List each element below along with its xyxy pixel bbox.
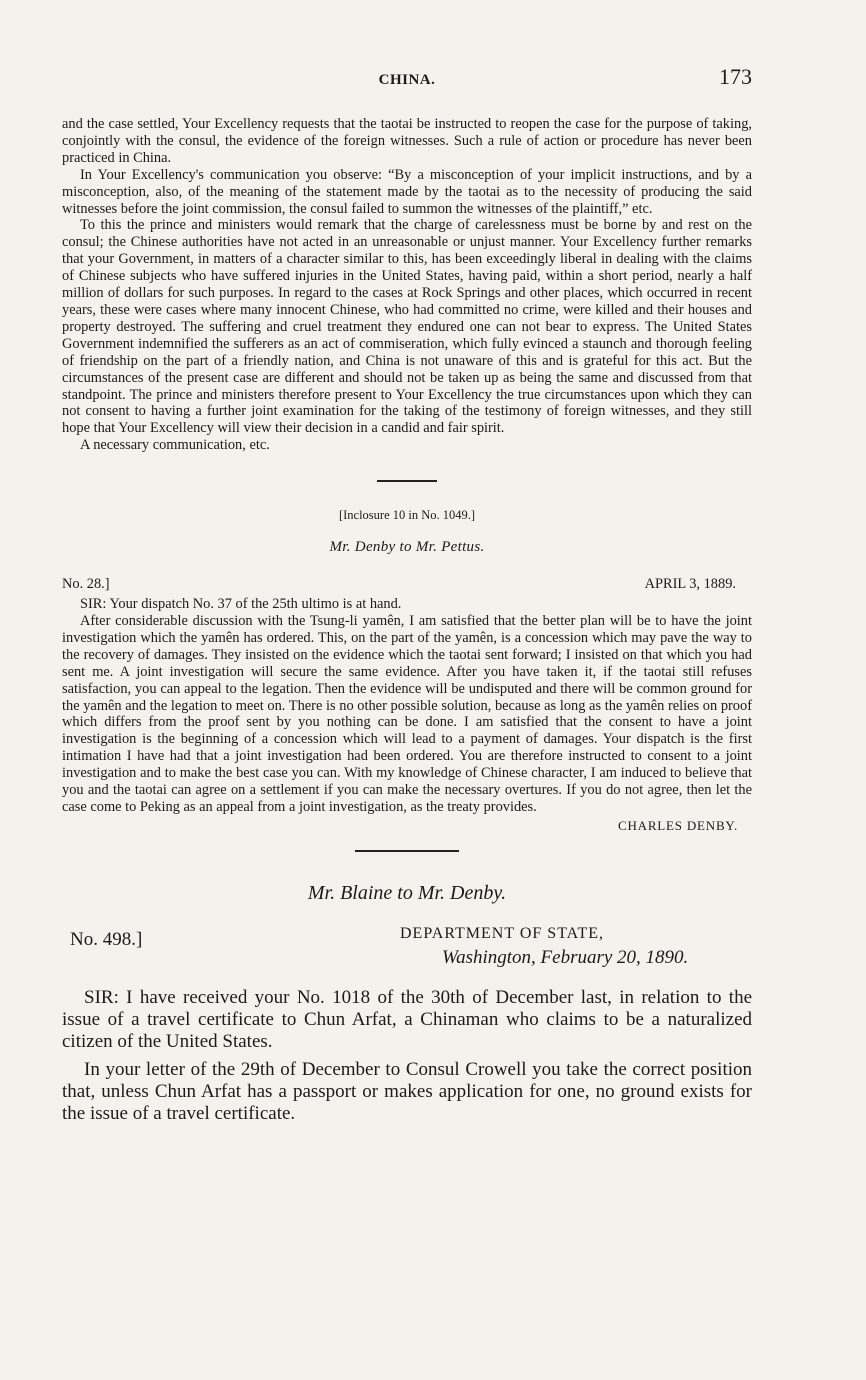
document-page [62, 64, 752, 1125]
previous-letter-continuation [62, 116, 752, 454]
blaine-letter-body [62, 987, 752, 1125]
section-divider [355, 850, 459, 852]
paragraph: In your letter of the 29th of December to Consul Crowell you take the correct position that, unless Chun Arfat has a passport or makes application for one, no ground exists for the issue of a travel certificate. [62, 1058, 752, 1124]
signature: CHARLES DENBY. [617, 817, 738, 833]
paragraph: To this the prince and ministers would remark that the charge of carelessness must be borne by and rest on the consul; the Chinese authorities have not acted in an unreasonable or unjust manner. Your Excellency further remarks that your Government, in matters of a character similar to this, has been exceedingly liberal in dealing with the claims of Chinese subjects who have suffered injuries in the United States, having paid, within a short period, nearly a half million of dollars for such purposes. In regard to the cases at Rock Springs and other places, which occurred in recent years, these were cases where many innocent Chinese, who had committed no crime, were killed and their houses and property destroyed. The suffering and cruel treatment they endured one can not bear to express. The United States Government indemnified the sufferers as an act of commiseration, which fully evinced a staunch and thorough feeling of friendship on the part of a friendly nation, and China is not unaware of this and is grateful for this act. But the circumstances of the present case are different and should not be taken up as being the same and discussed from that standpoint. The prince and ministers therefore present to Your Excellency the true circumstances upon which they can not consent to having a further joint examination for the taking of the testimony of foreign witnesses, and they still hope that Your Excellency will view their decision in a candid and fair spirit. [62, 217, 752, 437]
salutation: SIR: [80, 596, 107, 613]
inclosure-letter [62, 576, 752, 834]
inclosure-label: [Inclosure 10 in No. 1049.] [338, 508, 476, 523]
section-divider [377, 480, 437, 482]
letter-number: No. 498.] [70, 928, 143, 950]
page-header [62, 64, 752, 94]
page-number: 173 [719, 64, 752, 89]
running-head: CHINA. [378, 72, 436, 88]
paragraph: After considerable discussion with the Tsung-li yamên, I am satisfied that the better plan will be to have the joint investigation which the yamên has ordered. This, on the part of the yamên, is a concession which may pave the way to the recovery of damages. They insisted on the evidence which the taotai sent forward; I insisted on that which you had sent me. A joint investigation will secure the same evidence. After you have taken it, if the taotai still refuses satisfaction, you can appeal to the legation. Then the evidence will be undisputed and there will be common ground for the yamên and the legation to meet on. There is no other possible solution, because as long as the yamên relies on proof which differs from the proof sent by you nothing can be done. I am satisfied that the consent to have a joint investigation is the beginning of a concession which will lead to a payment of damages. Your dispatch is the first intimation I have had that a joint investigation had been ordered. You are therefore instructed to consent to a joint investigation and to make the best case you can. With my knowledge of Chinese character, I am induced to believe that you and the taotai can agree on a settlement if you can make the necessary overtures. If you do not agree, then let the case come to Peking as an appeal from a joint investigation, as the treaty provides. [62, 613, 752, 815]
letter-heading: Mr. Blaine to Mr. Denby. [307, 881, 507, 904]
letter-date: Washington, February 20, 1890. [442, 946, 689, 968]
paragraph: In Your Excellency's communication you observe: “By a misconception of your implicit instructions, and by a misconception, also, of the meaning of the statement made by the taotai as to the necessity of producing the said witnesses before the joint commission, the consul failed to summon the witnesses of the plaintiff,” etc. [62, 166, 752, 217]
letter-meta [62, 925, 752, 981]
letter-heading: Mr. Denby to Mr. Pettus. [329, 539, 485, 556]
salutation-line [62, 987, 752, 1053]
department: DEPARTMENT OF STATE, [400, 924, 605, 942]
salutation-text: Your dispatch No. 37 of the 25th ultimo is at hand. [106, 596, 402, 613]
letter-number: No. 28.] [62, 576, 110, 593]
salutation-line [62, 596, 752, 613]
letter-date: APRIL 3, 1889. [644, 576, 736, 593]
paragraph: and the case settled, Your Excellency requests that the taotai be instructed to reopen the case for the purpose of taking, conjointly with the consul, the evidence of the foreign witnesses. Such a rule of action or procedure has never been practiced in China. [62, 116, 752, 166]
salutation-text: I have received your No. 1018 of the 30th of December last, in relation to the issue of a travel certificate to Chun Arfat, a Chinaman who claims to be a naturalized citizen of the United States. [62, 986, 752, 1052]
paragraph: A necessary communication, etc. [80, 437, 270, 454]
letter-meta [62, 576, 752, 596]
salutation: SIR: [84, 986, 119, 1008]
